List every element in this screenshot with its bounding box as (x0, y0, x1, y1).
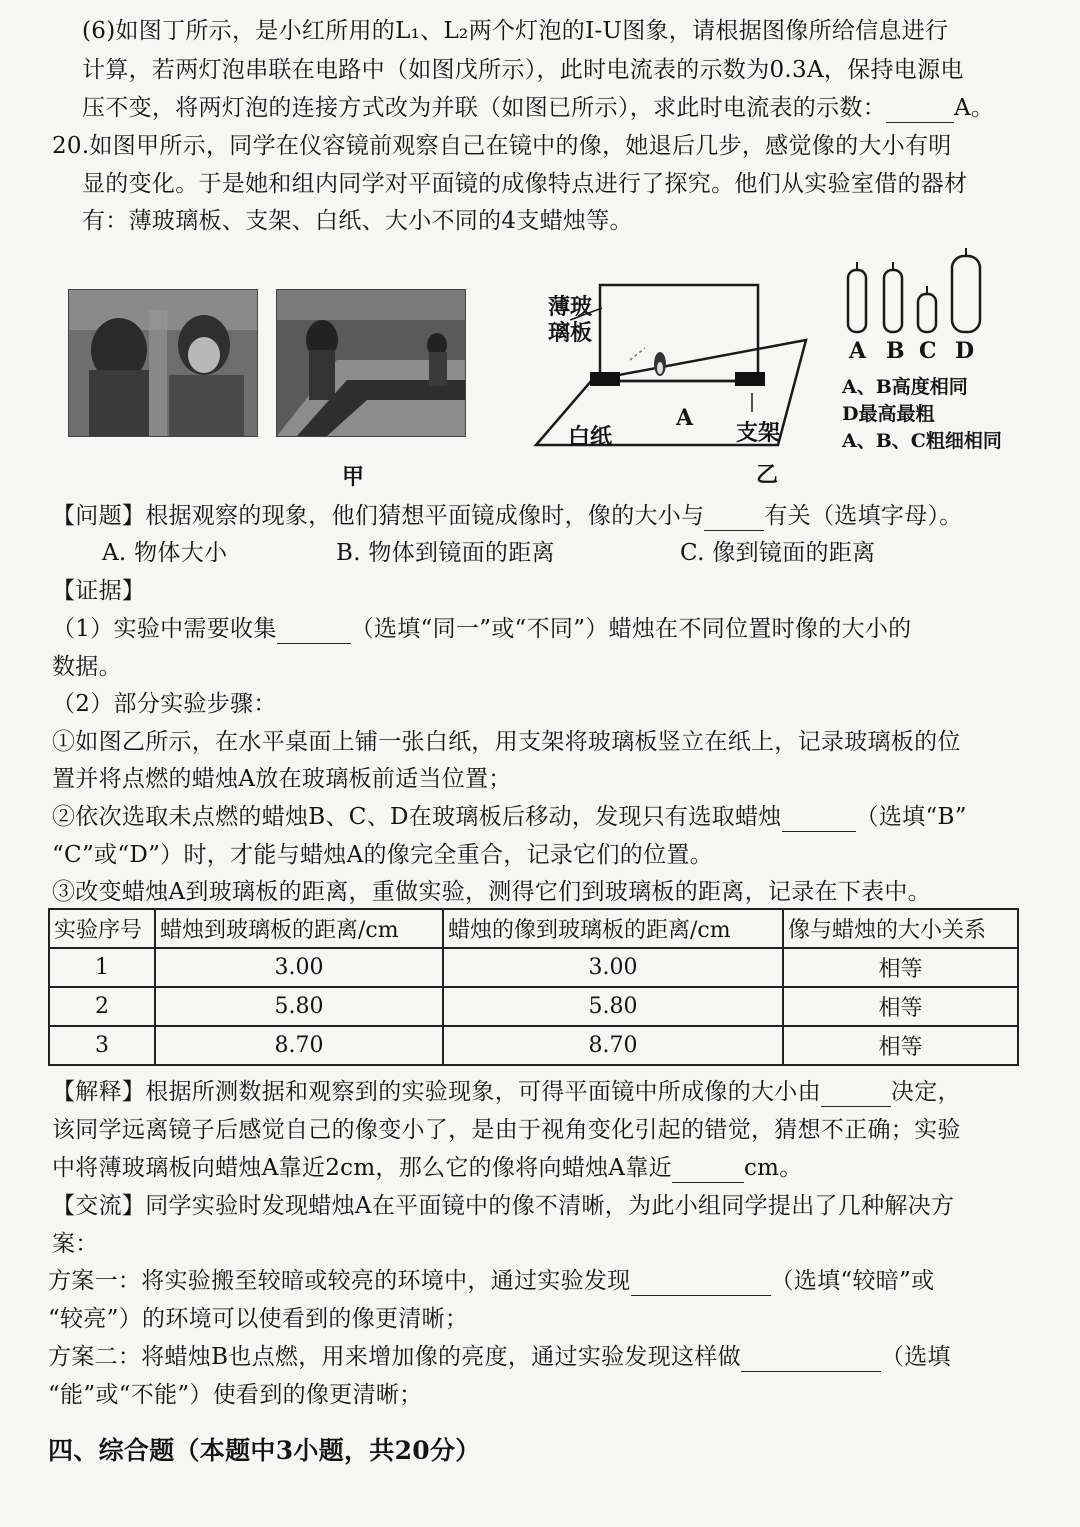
table-cell: 相等 (783, 1026, 1018, 1065)
q19-line-3-text: 压不变，将两灯泡的连接方式改为并联（如图已所示），求此时电流表的示数： (82, 95, 886, 121)
candle-letter-a: A (849, 338, 867, 364)
q19-line-3 (82, 93, 994, 123)
evidence-heading: 【证据】 (52, 578, 146, 604)
table-cell: 3 (49, 1026, 155, 1065)
stand-label: 支架 (736, 420, 781, 446)
question-option-a: A. 物体大小 (102, 540, 228, 566)
step-1-line-1: ①如图乙所示，在水平桌面上铺一张白纸，用支架将玻璃板竖立在纸上，记录玻璃板的位 (52, 729, 961, 755)
explanation-line-3 (52, 1153, 803, 1183)
candle-legend-2: D最高最粗 (842, 403, 935, 425)
explanation-line-2: 该同学远离镜子后感觉自己的像变小了，是由于视角变化引起的错觉，猜想不正确；实验 (52, 1117, 961, 1143)
plan-1-blank[interactable] (631, 1271, 771, 1296)
candle-legend-1: A、B高度相同 (842, 376, 968, 398)
figure-yi-caption: 乙 (756, 462, 779, 488)
table-cell: 相等 (783, 948, 1018, 987)
question-text-end: 有关（选填字母）。 (764, 503, 963, 529)
section-4-heading: 四、综合题（本题中3小题，共20分） (48, 1436, 481, 1465)
candles-diagram (840, 248, 990, 338)
plan-2-line-2: “能”或“不能”）使看到的像更清晰； (48, 1382, 423, 1408)
q20-line-3: 有：薄玻璃板、支架、白纸、大小不同的4支蜡烛等。 (82, 208, 633, 234)
question-text: 【问题】根据观察的现象，他们猜想平面镜成像时，像的大小与 (52, 503, 705, 529)
plan-1-line-2: “较亮”）的环境可以使看到的像更清晰； (48, 1306, 469, 1332)
glass-label-1: 薄玻 (548, 294, 593, 320)
explanation-line-1 (52, 1077, 961, 1107)
step-2-blank[interactable] (782, 807, 856, 832)
candle-letter-d: D (955, 338, 975, 364)
question-option-b: B. 物体到镜面的距离 (336, 540, 555, 566)
question-answer-blank[interactable] (704, 506, 764, 531)
table-cell: 相等 (783, 987, 1018, 1026)
step-1-line-2: 置并将点燃的蜡烛A放在玻璃板前适当位置； (52, 766, 512, 792)
mirror-photo-left (68, 289, 258, 437)
figure-jia-caption: 甲 (342, 464, 365, 490)
candle-d (952, 256, 980, 332)
candle-b (884, 270, 902, 332)
step-2-text-end: （选填“B” (855, 804, 967, 830)
q19-line-1: (6)如图丁所示，是小红所用的L₁、L₂两个灯泡的I-U图象，请根据图像所给信息进行 (82, 18, 949, 44)
evidence-p1-text-end: （选填“同一”或“不同”）蜡烛在不同位置时像的大小的 (350, 616, 912, 642)
candle-a (848, 270, 866, 332)
question-option-c: C. 像到镜面的距离 (680, 540, 876, 566)
table-header: 实验序号 (49, 909, 155, 948)
exchange-line-1: 【交流】同学实验时发现蜡烛A在平面镜中的像不清晰，为此小组同学提出了几种解决方 (52, 1193, 955, 1219)
table-row (49, 1026, 1018, 1065)
mirror-photo-right (276, 289, 466, 437)
q19-line-2: 计算，若两灯泡串联在电路中（如图戊所示），此时电流表的示数为0.3A，保持电源电 (82, 57, 964, 83)
explanation-blank-1[interactable] (821, 1082, 891, 1107)
explanation-text-1: 【解释】根据所测数据和观察到的实验现象，可得平面镜中所成像的大小由 (52, 1079, 821, 1105)
explanation-blank-2[interactable] (672, 1158, 744, 1183)
table-header: 像与蜡烛的大小关系 (783, 909, 1018, 948)
table-cell: 3.00 (155, 948, 443, 987)
paper-label: 白纸 (568, 424, 613, 450)
evidence-p1-line-2: 数据。 (52, 654, 122, 680)
evidence-p1-blank[interactable] (277, 619, 351, 644)
explanation-text-1-end: 决定， (890, 1079, 961, 1105)
explanation-text-3: 中将薄玻璃板向蜡烛A靠近2cm，那么它的像将向蜡烛A靠近 (52, 1155, 672, 1181)
table-row (49, 987, 1018, 1026)
table-cell: 8.70 (155, 1026, 443, 1065)
table-cell: 2 (49, 987, 155, 1026)
q20-line-1: 20.如图甲所示，同学在仪容镜前观察自己在镜中的像，她退后几步，感觉像的大小有明 (52, 133, 952, 159)
step-3: ③改变蜡烛A到玻璃板的距离，重做实验，测得它们到玻璃板的距离，记录在下表中。 (52, 879, 932, 905)
candle-c (918, 294, 936, 332)
q19-line-3-unit: A。 (954, 95, 995, 121)
glass-label-2: 璃板 (548, 320, 593, 346)
step-2-text: ②依次选取未点燃的蜡烛B、C、D在玻璃板后移动，发现只有选取蜡烛 (52, 804, 782, 830)
table-cell: 5.80 (155, 987, 443, 1026)
table-cell: 8.70 (443, 1026, 783, 1065)
candle-letter-b: B (886, 338, 905, 364)
data-table (48, 908, 1019, 1066)
candle-letter-c: C (919, 338, 937, 364)
plan-2-blank[interactable] (741, 1347, 881, 1372)
table-header-row (49, 909, 1018, 948)
q19-answer-blank[interactable] (886, 98, 954, 123)
step-2-line-2: “C”或“D”）时，才能与蜡烛A的像完全重合，记录它们的位置。 (52, 842, 713, 868)
table-header: 蜡烛到玻璃板的距离/cm (155, 909, 443, 948)
table-row (49, 948, 1018, 987)
candle-legend-3: A、B、C粗细相同 (842, 430, 1002, 452)
plan-1-text-end: （选填“较暗”或 (770, 1268, 935, 1294)
table-cell: 3.00 (443, 948, 783, 987)
table-cell: 5.80 (443, 987, 783, 1026)
candle-a-position-label: A (676, 405, 694, 431)
question-line (52, 501, 963, 531)
table-header: 蜡烛的像到玻璃板的距离/cm (443, 909, 783, 948)
evidence-p1-line-1 (52, 614, 911, 644)
plan-2-text-end: （选填 (880, 1344, 951, 1370)
evidence-p2: （2）部分实验步骤： (52, 691, 277, 717)
plan-1-text: 方案一：将实验搬至较暗或较亮的环境中，通过实验发现 (48, 1268, 631, 1294)
table-cell: 1 (49, 948, 155, 987)
exchange-line-2: 案： (52, 1231, 99, 1257)
plan-2-text: 方案二：将蜡烛B也点燃，用来增加像的亮度，通过实验发现这样做 (48, 1344, 741, 1370)
q20-line-2: 显的变化。于是她和组内同学对平面镜的成像特点进行了探究。他们从实验室借的器材 (82, 171, 968, 197)
step-2-line-1 (52, 802, 967, 832)
explanation-text-3-end: cm。 (743, 1155, 803, 1181)
plan-2-line-1 (48, 1342, 951, 1372)
evidence-p1-text: （1）实验中需要收集 (52, 616, 277, 642)
plan-1-line-1 (48, 1266, 934, 1296)
